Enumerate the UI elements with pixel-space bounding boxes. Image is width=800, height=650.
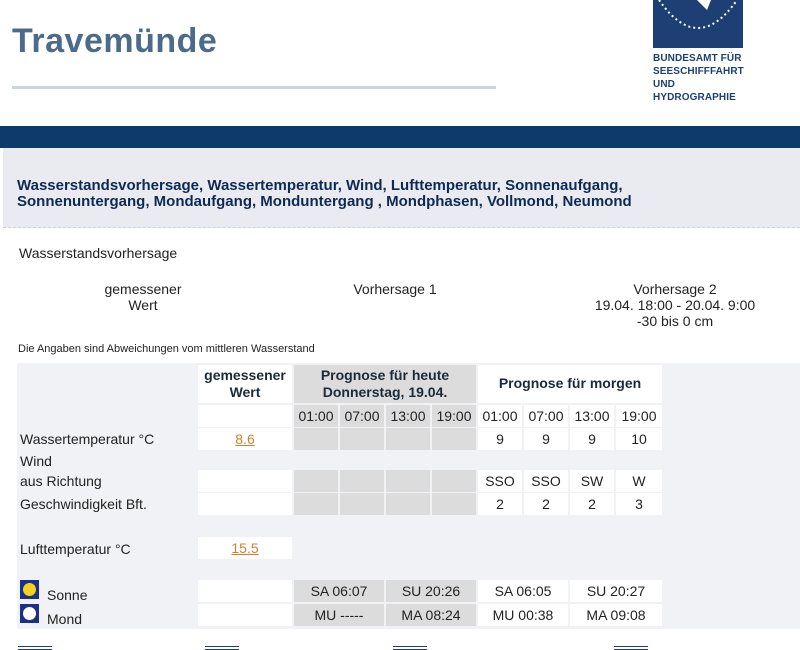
water-temp-tomorrow-3: 9: [570, 428, 614, 450]
water-level-note: Die Angaben sind Abweichungen vom mittleren Wasserstand: [18, 343, 315, 355]
moonrise-tomorrow: MA 09:08: [570, 604, 662, 626]
wind-direction-label: aus Richtung: [20, 473, 102, 489]
wind-speed-today-1: [294, 493, 338, 515]
water-temp-today-4: [432, 428, 476, 450]
wind-speed-today-2: [340, 493, 384, 515]
water-temp-today-3: [386, 428, 430, 450]
wind-label: Wind: [20, 453, 52, 469]
wind-direction-tomorrow-4: W: [616, 470, 662, 492]
wind-speed-tomorrow-2: 2: [524, 493, 568, 515]
water-temp-measured-link[interactable]: 8.6: [235, 431, 255, 447]
water-temp-tomorrow-4: 10: [616, 428, 662, 450]
wind-direction-tomorrow-1: SSO: [478, 470, 522, 492]
bsh-logo[interactable]: [653, 0, 773, 110]
wind-direction-today-3: [386, 470, 430, 492]
air-temp-measured-cell: [198, 537, 292, 559]
water-temp-tomorrow-2: 9: [524, 428, 568, 450]
wind-speed-tomorrow-1: 2: [478, 493, 522, 515]
water-temp-today-1: [294, 428, 338, 450]
moonset-tomorrow: MU 00:38: [478, 604, 568, 626]
wind-direction-today-2: [340, 470, 384, 492]
moon-phase-mark-3: [393, 646, 427, 650]
forecast-1-heading: Vorhersage 1: [353, 281, 437, 297]
sun-measured-cell: [198, 580, 292, 602]
wind-speed-tomorrow-4: 3: [616, 493, 662, 515]
time-tomorrow-1: 01:00: [478, 405, 522, 427]
time-tomorrow-2: 07:00: [524, 405, 568, 427]
sunrise-tomorrow: SA 06:05: [478, 580, 568, 602]
moon-phase-mark-4: [614, 646, 648, 650]
time-today-2: 07:00: [340, 405, 384, 427]
water-temp-label: Wassertemperatur °C: [20, 431, 155, 447]
wind-speed-label: Geschwindigkeit Bft.: [20, 496, 147, 512]
moon-phase-mark-2: [205, 646, 239, 650]
air-temp-label: Lufttemperatur °C: [20, 541, 131, 557]
wind-direction-tomorrow-3: SW: [570, 470, 614, 492]
sunrise-today: SA 06:07: [294, 580, 384, 602]
moonrise-today: MA 08:24: [386, 604, 476, 626]
water-temp-measured-cell: [198, 428, 292, 450]
bsh-emblem-icon: [653, 0, 743, 48]
sunset-today: SU 20:26: [386, 580, 476, 602]
moonset-today: MU -----: [294, 604, 384, 626]
wind-direction-today-1: [294, 470, 338, 492]
moon-label: Mond: [47, 611, 83, 627]
measured-value-heading: gemessener Wert: [104, 281, 182, 313]
wind-speed-today-3: [386, 493, 430, 515]
water-level-section-title: Wasserstandsvorhersage: [19, 245, 178, 261]
air-temp-measured-link[interactable]: 15.5: [231, 540, 259, 556]
today-forecast-header: Prognose für heute Donnerstag, 19.04.: [294, 365, 476, 403]
moon-phase-mark-1: [18, 646, 52, 650]
sunset-tomorrow: SU 20:27: [570, 580, 662, 602]
tomorrow-forecast-header: Prognose für morgen: [478, 365, 662, 403]
wind-direction-today-4: [432, 470, 476, 492]
subtitle-box: [3, 148, 800, 228]
forecast-2-time: 19.04. 18:00 - 20.04. 9:00: [594, 297, 756, 313]
sun-label: Sonne: [47, 587, 88, 603]
moon-icon: [20, 604, 39, 623]
page-header: [0, 0, 800, 126]
header-bar: [0, 126, 800, 148]
wind-speed-measured-cell: [198, 493, 292, 515]
measured-time-cell: [198, 405, 292, 427]
wind-direction-measured-cell: [198, 470, 292, 492]
time-today-3: 13:00: [386, 405, 430, 427]
forecast-2-range: -30 bis 0 cm: [636, 313, 714, 329]
water-temp-tomorrow-1: 9: [478, 428, 522, 450]
water-temp-today-2: [340, 428, 384, 450]
time-today-4: 19:00: [432, 405, 476, 427]
wind-direction-tomorrow-2: SSO: [524, 470, 568, 492]
time-today-1: 01:00: [294, 405, 338, 427]
forecast-2-heading: Vorhersage 2 19.04. 18:00 - 20.04. 9:00 -30 bis 0 cm: [570, 281, 780, 329]
measured-value-column-header: gemessener Wert: [198, 365, 292, 403]
time-tomorrow-3: 13:00: [570, 405, 614, 427]
bsh-logo-text: BUNDESAMT FÜR SEESCHIFFFAHRT UND HYDROGRAPHIE: [653, 53, 744, 103]
time-tomorrow-4: 19:00: [616, 405, 662, 427]
page-title: Travemünde: [12, 22, 218, 60]
wind-speed-today-4: [432, 493, 476, 515]
sun-icon: [20, 580, 39, 599]
page-subtitle: Wasserstandsvorhersage, Wassertemperatur, Wind, Lufttemperatur, Sonnenaufgang, Sonnenuntergang, Mondaufgang, Monduntergang , Mondphasen, Vollmond, Neumond: [17, 177, 632, 210]
wind-speed-tomorrow-3: 2: [570, 493, 614, 515]
divider: [3, 227, 800, 228]
moon-measured-cell: [198, 604, 292, 626]
title-underline: [12, 86, 496, 89]
